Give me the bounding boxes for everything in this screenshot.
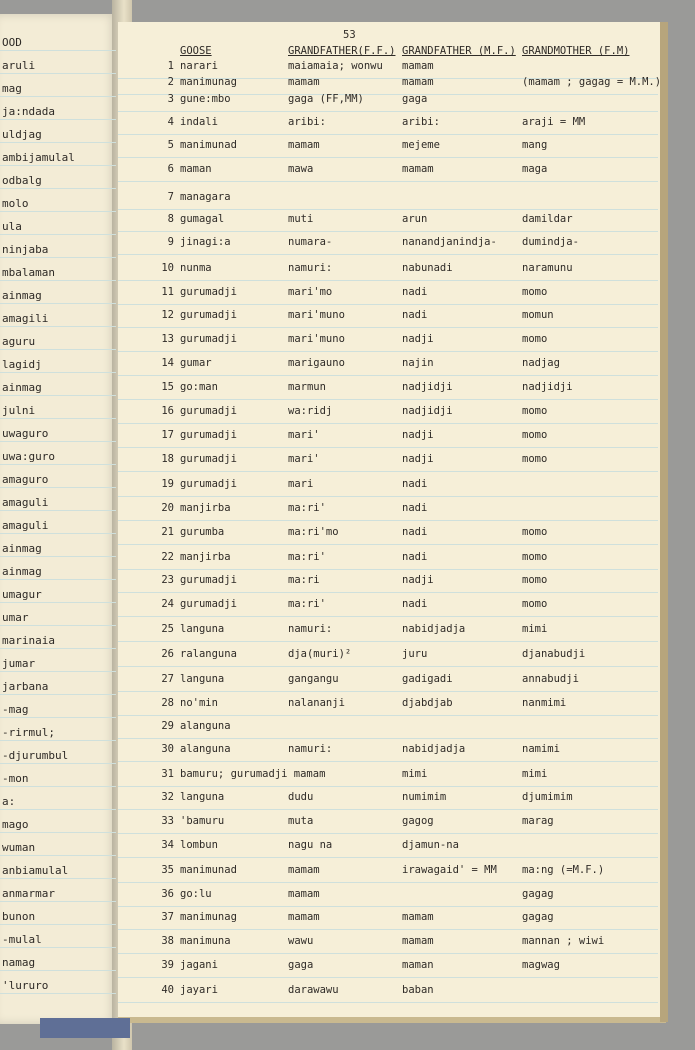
grandmother-fm-cell: djumimim [522, 791, 573, 803]
goose-cell: manimuna [180, 935, 231, 947]
entry-number: 2 [167, 76, 174, 88]
left-page-line: ainmag [0, 542, 116, 557]
header-grandmother-fm: GRANDMOTHER (F.M) [522, 45, 630, 57]
grandmother-fm-cell: (mamam ; gagag = M.M.) [522, 76, 662, 88]
grandfather-ff-cell: mari'mo [288, 286, 333, 298]
grandmother-fm-cell: gagag [522, 888, 554, 900]
goose-cell: narari [180, 60, 218, 72]
goose-cell: gurumadji [180, 429, 237, 441]
goose-cell: languna [180, 673, 225, 685]
grandmother-fm-cell: momo [522, 286, 548, 298]
grandmother-fm-cell: nanmimi [522, 697, 567, 709]
entry-number: 30 [161, 743, 174, 755]
grandfather-ff-cell: ma:ri' [288, 598, 326, 610]
table-row [118, 762, 658, 787]
entry-number: 36 [161, 888, 174, 900]
entry-number: 16 [161, 405, 174, 417]
left-page-line: ambijamulal [0, 151, 116, 166]
grandfather-ff-cell: dja(muri)² [288, 648, 352, 660]
entry-number: 37 [161, 911, 174, 923]
table-row [118, 472, 658, 497]
grandfather-mf-cell: mimi [402, 768, 428, 780]
grandfather-ff-cell: mamam [288, 864, 320, 876]
grandfather-ff-cell: mari'muno [288, 333, 345, 345]
grandfather-ff-cell: numara- [288, 236, 333, 248]
grandfather-ff-cell: maiamaia; wonwu [288, 60, 383, 72]
grandmother-fm-cell: djanabudji [522, 648, 586, 660]
table-row [118, 351, 658, 376]
goose-cell: gurumba [180, 526, 225, 538]
header-grandfather-ff: GRANDFATHER(F.F.) [288, 45, 396, 57]
table-row [118, 447, 658, 472]
left-page-line: uldjag [0, 128, 116, 143]
goose-cell: languna [180, 623, 225, 635]
goose-cell: gumagal [180, 213, 225, 225]
grandfather-mf-cell: mamam [402, 60, 434, 72]
grandfather-mf-cell: nanandjanindja- [402, 236, 497, 248]
left-page-line: jumar [0, 657, 116, 672]
grandfather-mf-cell: gagog [402, 815, 434, 827]
entry-number: 17 [161, 429, 174, 441]
table-row [118, 691, 658, 716]
grandfather-ff-cell: dudu [288, 791, 314, 803]
goose-cell: manimunad [180, 864, 237, 876]
table-row [118, 280, 658, 305]
grandfather-ff-cell: wawu [288, 935, 314, 947]
grandmother-fm-cell: naramunu [522, 262, 573, 274]
entry-number: 31 [161, 768, 174, 780]
entry-number: 39 [161, 959, 174, 971]
goose-cell: managara [180, 191, 231, 203]
left-page-line: -mag [0, 703, 116, 718]
grandfather-ff-cell: marigauno [288, 357, 345, 369]
table-row [118, 110, 658, 135]
cover-cloth [40, 1018, 130, 1038]
grandfather-mf-cell: nadji [402, 333, 434, 345]
table-row [118, 833, 658, 858]
grandfather-mf-cell: djabdjab [402, 697, 453, 709]
grandfather-ff-cell: wa:ridj [288, 405, 333, 417]
table-row [118, 858, 658, 883]
goose-cell: nunma [180, 262, 212, 274]
grandfather-mf-cell: nabunadi [402, 262, 453, 274]
entry-number: 26 [161, 648, 174, 660]
grandfather-mf-cell: mejeme [402, 139, 440, 151]
grandfather-mf-cell: gadigadi [402, 673, 453, 685]
grandfather-mf-cell: nadi [402, 309, 428, 321]
grandmother-fm-cell: damildar [522, 213, 573, 225]
goose-cell: manjirba [180, 502, 231, 514]
grandfather-mf-cell: nadji [402, 574, 434, 586]
cover-board [660, 22, 668, 1022]
goose-cell: gune:mbo [180, 93, 231, 105]
grandfather-mf-cell: nadji [402, 453, 434, 465]
grandmother-fm-cell: mimi [522, 768, 548, 780]
table-row [118, 230, 658, 255]
grandfather-ff-cell: namuri: [288, 262, 333, 274]
table-row [118, 568, 658, 593]
grandfather-mf-cell: arun [402, 213, 428, 225]
goose-cell: maman [180, 163, 212, 175]
grandfather-ff-cell: mamam [288, 888, 320, 900]
grandfather-mf-cell: nabidjadja [402, 623, 466, 635]
left-page-line: ninjaba [0, 243, 116, 258]
left-page-line: umar [0, 611, 116, 626]
goose-cell: alanguna [180, 743, 231, 755]
entry-number: 34 [161, 839, 174, 851]
entry-number: 18 [161, 453, 174, 465]
grandfather-mf-cell: mamam [402, 163, 434, 175]
goose-cell: gurumadji [180, 453, 237, 465]
grandmother-fm-cell: momo [522, 429, 548, 441]
header-goose: GOOSE [180, 45, 212, 57]
entry-number: 13 [161, 333, 174, 345]
goose-cell: gurumadji [180, 405, 237, 417]
grandfather-mf-cell: gaga [402, 93, 428, 105]
table-row [118, 87, 658, 112]
left-page-line: amaguli [0, 496, 116, 511]
grandfather-mf-cell: mamam [402, 911, 434, 923]
entry-number: 11 [161, 286, 174, 298]
left-page-line: OOD [0, 36, 116, 51]
table-row [118, 520, 658, 545]
entry-number: 33 [161, 815, 174, 827]
table-row [118, 375, 658, 400]
goose-cell: gurumadji [180, 478, 237, 490]
table-row [118, 256, 658, 281]
goose-cell: indali [180, 116, 218, 128]
entry-number: 3 [167, 93, 174, 105]
left-page-line: mag [0, 82, 116, 97]
grandfather-ff-cell: muta [288, 815, 314, 827]
grandmother-fm-cell: mang [522, 139, 548, 151]
table-row [118, 207, 658, 232]
grandfather-ff-cell: namuri: [288, 743, 333, 755]
entry-number: 29 [161, 720, 174, 732]
left-page-line: julni [0, 404, 116, 419]
grandfather-ff-cell: nalananji [288, 697, 345, 709]
goose-cell: jinagi:a [180, 236, 231, 248]
grandfather-mf-cell: djamun-na [402, 839, 459, 851]
left-page-line: bunon [0, 910, 116, 925]
grandfather-ff-cell: ma:ri [288, 574, 320, 586]
left-page-line: anbiamulal [0, 864, 116, 879]
goose-cell: 'bamuru [180, 815, 225, 827]
grandfather-ff-cell: ma:ri' [288, 551, 326, 563]
entry-number: 24 [161, 598, 174, 610]
table-row [118, 327, 658, 352]
entry-number: 28 [161, 697, 174, 709]
entry-number: 14 [161, 357, 174, 369]
table-row [118, 978, 658, 1003]
left-page-line: ainmag [0, 381, 116, 396]
table-row [118, 545, 658, 570]
goose-cell: no'min [180, 697, 218, 709]
table-row [118, 592, 658, 617]
grandfather-ff-cell: mamam [288, 139, 320, 151]
left-page-line: -mon [0, 772, 116, 787]
goose-cell: jayari [180, 984, 218, 996]
goose-cell: bamuru; gurumadji mamam [180, 768, 326, 780]
left-page-line: namag [0, 956, 116, 971]
goose-cell: manimunag [180, 76, 237, 88]
grandfather-mf-cell: irawagaid' = MM [402, 864, 497, 876]
table-row [118, 929, 658, 954]
goose-cell: gumar [180, 357, 212, 369]
grandmother-fm-cell: magwag [522, 959, 560, 971]
left-page-line: marinaia [0, 634, 116, 649]
grandfather-ff-cell: mari' [288, 429, 320, 441]
table-row [118, 667, 658, 692]
left-page-line: molo [0, 197, 116, 212]
table-row [118, 642, 658, 667]
left-page-line: odbalg [0, 174, 116, 189]
goose-cell: gurumadji [180, 309, 237, 321]
goose-cell: gurumadji [180, 286, 237, 298]
left-page-line: ainmag [0, 289, 116, 304]
left-page-line: anmarmar [0, 887, 116, 902]
entry-number: 32 [161, 791, 174, 803]
goose-cell: go:man [180, 381, 218, 393]
goose-cell: lombun [180, 839, 218, 851]
left-page-line: mbalaman [0, 266, 116, 281]
left-page-line: aruli [0, 59, 116, 74]
entry-number: 5 [167, 139, 174, 151]
entry-number: 27 [161, 673, 174, 685]
grandfather-mf-cell: maman [402, 959, 434, 971]
table-row [118, 809, 658, 834]
left-page-line: lagidj [0, 358, 116, 373]
grandfather-mf-cell: nadi [402, 502, 428, 514]
left-page-line: a: [0, 795, 116, 810]
left-page-line: aguru [0, 335, 116, 350]
grandmother-fm-cell: mimi [522, 623, 548, 635]
grandmother-fm-cell: nadjidji [522, 381, 573, 393]
left-page-line: mago [0, 818, 116, 833]
grandfather-mf-cell: aribi: [402, 116, 440, 128]
left-page-line: amagili [0, 312, 116, 327]
grandmother-fm-cell: annabudji [522, 673, 579, 685]
grandmother-fm-cell: maga [522, 163, 548, 175]
left-page-line: -mulal [0, 933, 116, 948]
goose-cell: manimunad [180, 139, 237, 151]
grandmother-fm-cell: marag [522, 815, 554, 827]
grandmother-fm-cell: gagag [522, 911, 554, 923]
entry-number: 7 [167, 191, 174, 203]
grandfather-mf-cell: nadi [402, 286, 428, 298]
table-row [118, 882, 658, 907]
entry-number: 15 [161, 381, 174, 393]
grandmother-fm-cell: momo [522, 405, 548, 417]
grandmother-fm-cell: dumindja- [522, 236, 579, 248]
grandmother-fm-cell: momo [522, 598, 548, 610]
left-page-line: ja:ndada [0, 105, 116, 120]
grandfather-ff-cell: gaga [288, 959, 314, 971]
entry-number: 25 [161, 623, 174, 635]
left-page-line: uwaguro [0, 427, 116, 442]
grandfather-mf-cell: nadi [402, 598, 428, 610]
grandfather-ff-cell: gaga (FF,MM) [288, 93, 364, 105]
grandmother-fm-cell: namimi [522, 743, 560, 755]
grandmother-fm-cell: mannan ; wiwi [522, 935, 605, 947]
grandfather-ff-cell: darawawu [288, 984, 339, 996]
grandfather-ff-cell: marmun [288, 381, 326, 393]
grandmother-fm-cell: momun [522, 309, 554, 321]
left-page-line: uwa:guro [0, 450, 116, 465]
grandmother-fm-cell: momo [522, 333, 548, 345]
table-row [118, 423, 658, 448]
table-row [118, 617, 658, 642]
left-page-line: amaguli [0, 519, 116, 534]
grandfather-mf-cell: nadjidji [402, 405, 453, 417]
entry-number: 1 [167, 60, 174, 72]
grandfather-ff-cell: ma:ri'mo [288, 526, 339, 538]
grandfather-ff-cell: mari [288, 478, 314, 490]
table-row [118, 303, 658, 328]
table-row [118, 157, 658, 182]
grandfather-mf-cell: baban [402, 984, 434, 996]
goose-cell: gurumadji [180, 574, 237, 586]
grandmother-fm-cell: momo [522, 574, 548, 586]
grandfather-mf-cell: najin [402, 357, 434, 369]
left-page-line: -rirmul; [0, 726, 116, 741]
goose-cell: go:lu [180, 888, 212, 900]
entry-number: 4 [167, 116, 174, 128]
entry-number: 9 [167, 236, 174, 248]
grandmother-fm-cell: momo [522, 453, 548, 465]
entry-number: 21 [161, 526, 174, 538]
grandfather-mf-cell: numimim [402, 791, 447, 803]
goose-cell: jagani [180, 959, 218, 971]
grandmother-fm-cell: momo [522, 551, 548, 563]
grandfather-ff-cell: mamam [288, 911, 320, 923]
header-grandfather-mf: GRANDFATHER (M.F.) [402, 45, 516, 57]
entry-number: 12 [161, 309, 174, 321]
table-row [118, 953, 658, 978]
grandfather-mf-cell: nadi [402, 478, 428, 490]
grandfather-mf-cell: mamam [402, 76, 434, 88]
grandfather-mf-cell: nadjidji [402, 381, 453, 393]
left-page-line: wuman [0, 841, 116, 856]
grandmother-fm-cell: nadjag [522, 357, 560, 369]
grandfather-ff-cell: mari' [288, 453, 320, 465]
goose-cell: gurumadji [180, 598, 237, 610]
table-row [118, 737, 658, 762]
goose-cell: ralanguna [180, 648, 237, 660]
grandfather-mf-cell: nadji [402, 429, 434, 441]
table-row [118, 496, 658, 521]
goose-cell: gurumadji [180, 333, 237, 345]
grandfather-ff-cell: gangangu [288, 673, 339, 685]
entry-number: 22 [161, 551, 174, 563]
goose-cell: languna [180, 791, 225, 803]
entry-number: 23 [161, 574, 174, 586]
grandfather-mf-cell: nadi [402, 526, 428, 538]
entry-number: 19 [161, 478, 174, 490]
left-page-line: umagur [0, 588, 116, 603]
grandfather-mf-cell: juru [402, 648, 428, 660]
grandfather-mf-cell: mamam [402, 935, 434, 947]
page-number: 53 [343, 29, 356, 41]
grandfather-ff-cell: namuri: [288, 623, 333, 635]
left-page-line: ula [0, 220, 116, 235]
entry-number: 40 [161, 984, 174, 996]
left-page-line: amaguro [0, 473, 116, 488]
grandmother-fm-cell: momo [522, 526, 548, 538]
grandfather-ff-cell: mamam [288, 76, 320, 88]
entry-number: 6 [167, 163, 174, 175]
left-page-line: 'lururo [0, 979, 116, 994]
grandmother-fm-cell: araji = MM [522, 116, 586, 128]
left-page-line: jarbana [0, 680, 116, 695]
grandfather-mf-cell: nadi [402, 551, 428, 563]
left-page-line: ainmag [0, 565, 116, 580]
goose-cell: manjirba [180, 551, 231, 563]
goose-cell: manimunag [180, 911, 237, 923]
entry-number: 35 [161, 864, 174, 876]
grandfather-mf-cell: nabidjadja [402, 743, 466, 755]
grandfather-ff-cell: aribi: [288, 116, 326, 128]
grandmother-fm-cell: ma:ng (=M.F.) [522, 864, 605, 876]
table-row [118, 905, 658, 930]
entry-number: 38 [161, 935, 174, 947]
table-row [118, 785, 658, 810]
goose-cell: alanguna [180, 720, 231, 732]
grandfather-ff-cell: muti [288, 213, 314, 225]
grandfather-ff-cell: ma:ri' [288, 502, 326, 514]
left-page-line: -djurumbul [0, 749, 116, 764]
grandfather-ff-cell: nagu na [288, 839, 333, 851]
entry-number: 10 [161, 262, 174, 274]
grandfather-ff-cell: mawa [288, 163, 314, 175]
table-row [118, 133, 658, 158]
table-row [118, 714, 658, 739]
grandfather-ff-cell: mari'muno [288, 309, 345, 321]
table-row [118, 399, 658, 424]
entry-number: 20 [161, 502, 174, 514]
entry-number: 8 [167, 213, 174, 225]
